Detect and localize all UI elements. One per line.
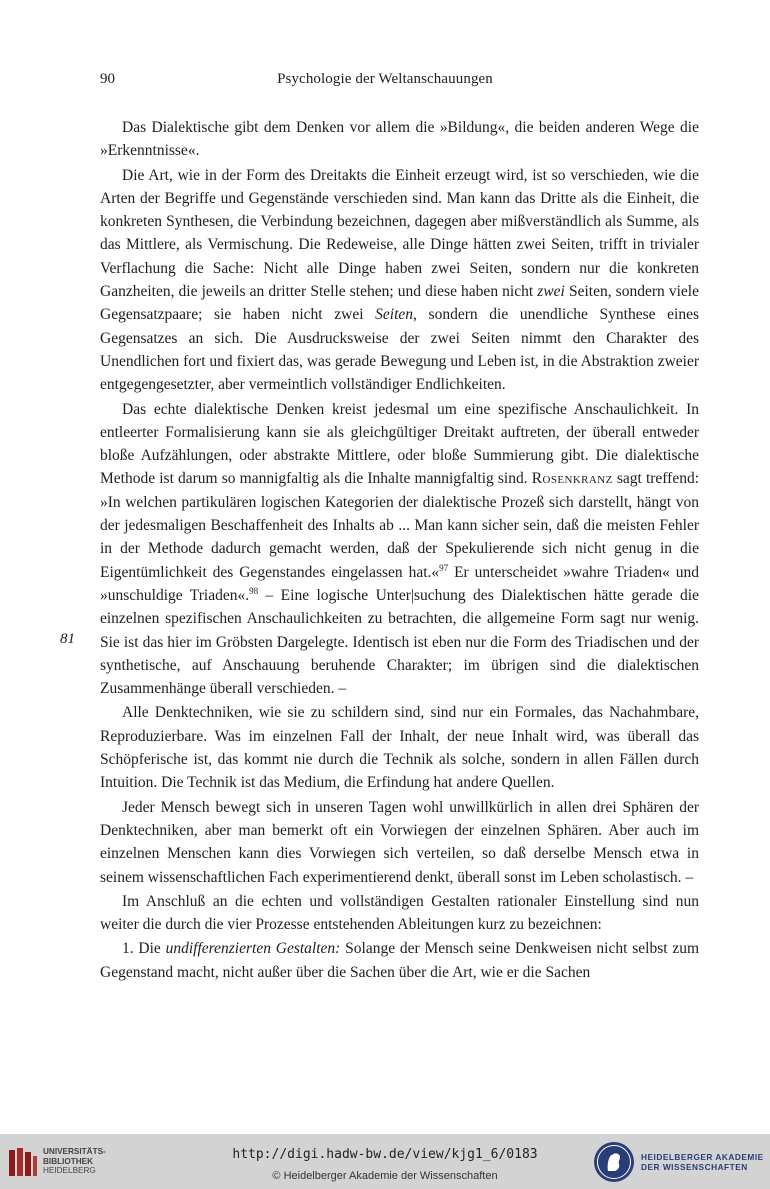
body-text xyxy=(100,116,699,984)
permalink-url[interactable]: http://digi.hadw-bw.de/view/kjg1_6/0183 xyxy=(232,1147,538,1162)
paragraph: Jeder Mensch bewegt sich in unseren Tagen wohl unwillkürlich in allen drei Sphären der Denktechniken, aber man bemerkt oft ein Vorwiegen der einzelnen Sphären. Aber auch im einzelnen Menschen kann dies Vorwiegen sich verteilen, so daß derselbe Mensch etwa in seinem wissenschaftlichen Fach experimentierend denkt, überall sonst im Leben scholastisch. – xyxy=(100,798,699,886)
paragraph: Alle Denktechniken, wie sie zu schildern sind, sind nur ein Formales, das Nachahmbare, Reproduzierbare. Was im einzelnen Fall der Inhalt, der neue Inhalt wird, was überall das Schöpferische ist, das kommt nie durch die Technik als solche, sondern in allen Fällen durch Intuition. Die Technik ist das Medium, die Erfindung hat andere Quellen. xyxy=(100,704,699,792)
footnote-marker[interactable]: 97 xyxy=(439,562,449,573)
wordmark-line: DER WISSENSCHAFTEN xyxy=(641,1162,748,1172)
footer-bar xyxy=(0,1134,770,1189)
paragraph xyxy=(100,398,699,701)
author-name: Rosenkranz xyxy=(531,470,613,488)
academy-wordmark xyxy=(641,1152,764,1172)
emphasis: Seiten xyxy=(375,306,414,324)
page-number: 90 xyxy=(100,71,115,87)
list-number: 1. Die xyxy=(122,940,161,958)
text-run: Das echte dialektische Denken kreist jedesmal um eine spezifische Anschaulichkeit. In entleerter Formalisierung kann sie als gleichgültiger Dreitakt auftreten, der überall entweder bloße Aufzählungen, oder abstrakte Mittlere, oder bloße Summierung gibt. Die dialektische Methode ist darum so mannigfaltig als die Inhalte mannigfaltig sind. xyxy=(100,400,699,488)
text-run: Er unterscheidet »wahre Triaden« und »unschuldige Triaden«. xyxy=(100,563,699,604)
copyright-notice: © Heidelberger Akademie der Wissenschaften xyxy=(272,1170,498,1182)
wordmark-line: UNIVERSITÄTS- xyxy=(43,1147,106,1156)
paragraph xyxy=(100,937,699,984)
emphasis: undifferenzierten Gestalten: xyxy=(165,940,341,958)
text-run: Die Art, wie in der Form des Dreitakts die Einheit erzeugt wird, ist so verschieden, wie die Arten der Begriffe und Gegenstände verschieden sind. Man kann das Dritte als die Einheit, die konkreten Synthesen, die Verbindung bezeichnen, dagegen aber mißverständlich als Summe, als das Mittlere, als Vermischung. Die Redeweise, alle Dinge hätten zwei Seiten, trifft in trivialer Verflachung die Sache: Nicht alle Dinge haben zwei Seiten, sondern nur die konkreten Ganzheiten, die jeweils an dritter Stelle stehen; und diese haben nicht xyxy=(100,166,699,301)
text-run: , sondern die unendliche Synthese eines Gegensatzes an sich. Die Ausdrucksweise der zwei Seiten nimmt den Charakter des Unendlichen fort und fixiert das, was gerade Bewegung und Leben ist, in die Abstraktion zweier entgegengesetzter, aber vermeintlich vollständiger Endlichkeiten. xyxy=(100,306,699,394)
wordmark-line: HEIDELBERG xyxy=(43,1166,96,1175)
wordmark-line: HEIDELBERGER AKADEMIE xyxy=(641,1152,764,1162)
paragraph: Das Dialektische gibt dem Denken vor allem die »Bildung«, die beiden anderen Wege die »Erkenntnisse«. xyxy=(100,119,699,160)
paragraph: Im Anschluß an die echten und vollständigen Gestalten rationaler Einstellung sind nun weiter die durch die vier Prozesse entstehenden Ableitungen kurz zu bezeichnen: xyxy=(100,892,699,934)
running-title: Psychologie der Weltanschauungen xyxy=(277,71,493,87)
text-run: Seiten, sondern viele Gegensatzpaare; sie haben nicht zwei xyxy=(100,283,699,324)
academy-seal-icon[interactable] xyxy=(593,1141,635,1183)
margin-page-reference: 81 xyxy=(60,631,75,647)
text-run: Solange der Mensch seine Denkweisen nicht selbst zum Gegenstand macht, nicht außer über die Sachen über die Art, wie er die Sachen xyxy=(100,940,700,981)
text-run: sagt treffend: »In welchen partikulären logischen Kategorien der dialektische Prozeß sich darstellt, hängt von der jedesmaligen Beschaffenheit des Inhalts ab ... Man kann sicher sein, daß die meisten Fehler in der Methode dadurch gemacht werden, daß der Spekulierende sich nicht genug in die Eigentümlichkeit des Gegenstandes eingelassen hat.« xyxy=(100,470,700,581)
text-run: – Eine logische Unter|suchung des Dialektischen hätte gerade die einzelnen spezifischen Anschaulichkeiten zu betrachten, die allgemeine Form sagt nur wenig. Sie ist das hier im Gröbsten Dargelegte. Identisch ist eben nur die Form des Triadischen und der synthetische, auf Anschauung beruhende Charakter; im übrigen sind die dialektischen Zusammenhänge überall verschieden. – xyxy=(100,586,699,698)
paragraph xyxy=(100,164,699,397)
wordmark-line: BIBLIOTHEK xyxy=(43,1156,94,1166)
footnote-marker[interactable]: 98 xyxy=(249,585,259,596)
emphasis: zwei xyxy=(537,283,565,301)
